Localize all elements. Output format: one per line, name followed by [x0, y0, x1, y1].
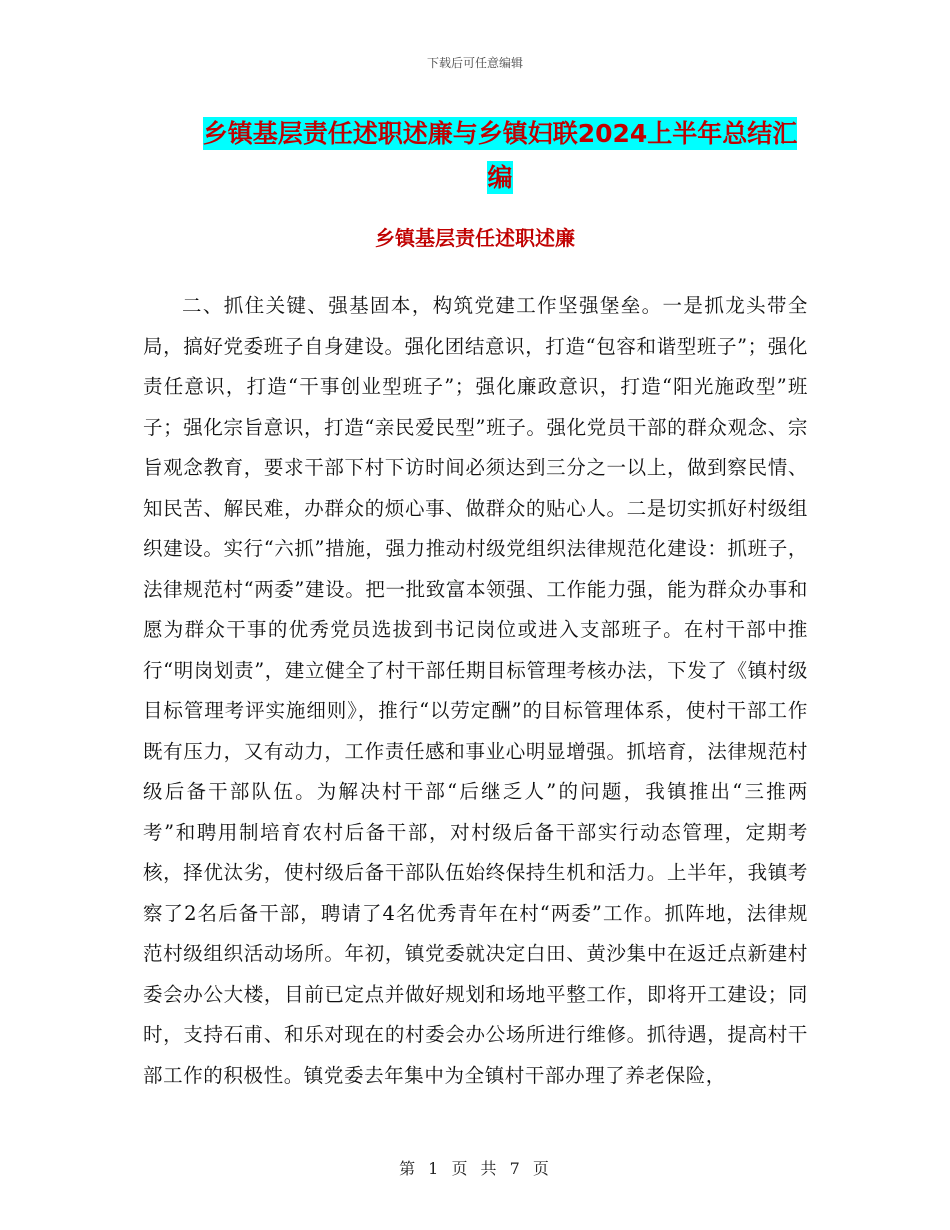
document-title — [140, 112, 860, 200]
header-note: 下载后可任意编辑 — [426, 56, 523, 70]
document-title-line-2: 编 — [487, 163, 513, 192]
page-number: 第 1 页 共 7 页 — [399, 1159, 551, 1178]
section-title: 乡镇基层责任述职述廉 — [375, 226, 575, 250]
document-title-line-1: 乡镇基层责任述职述廉与乡镇妇联2024上半年总结汇 — [202, 119, 798, 148]
body-paragraph: 二、抓住关键、强基固本，构筑党建工作坚强堡垒。一是抓龙头带全局，搞好党委班子自身建设。强化团结意识，打造“包容和谐型班子”；强化责任意识，打造“干事创业型班子”；强化廉政意识，打造“阳光施政型”班子；强化宗旨意识，打造“亲民爱民型”班子。强化党员干部的群众观念、宗旨观念教育，要求干部下村下访时间必须达到三分之一以上，做到察民情、知民苦、解民难，办群众的烦心事、做群众的贴心人。二是切实抓好村级组织建设。实行“六抓”措施，强力推动村级党组织法律规范化建设：抓班子，法律规范村“两委”建设。把一批致富本领强、工作能力强，能为群众办事和愿为群众干事的优秀党员选拔到书记岗位或进入支部班子。在村干部中推行“明岗划责”，建立健全了村干部任期目标管理考核办法，下发了《镇村级目标管理考评实施细则》，推行“以劳定酬”的目标管理体系，使村干部工作既有压力，又有动力，工作责任感和事业心明显增强。抓培育，法律规范村级后备干部队伍。为解决村干部“后继乏人”的问题，我镇推出“三推两考”和聘用制培育农村后备干部，对村级后备干部实行动态管理，定期考核，择优汰劣，使村级后备干部队伍始终保持生机和活力。上半年，我镇考察了2名后备干部，聘请了4名优秀青年在村“两委”工作。抓阵地，法律规范村级组织活动场所。年初，镇党委就决定白田、黄沙集中在返迁点新建村委会办公大楼，目前已定点并做好规划和场地平整工作，即将开工建设；同时，支持石甫、和乐对现在的村委会办公场所进行维修。抓待遇，提高村干部工作的积极性。镇党委去年集中为全镇村干部办理了养老保险， — [143, 294, 808, 1087]
